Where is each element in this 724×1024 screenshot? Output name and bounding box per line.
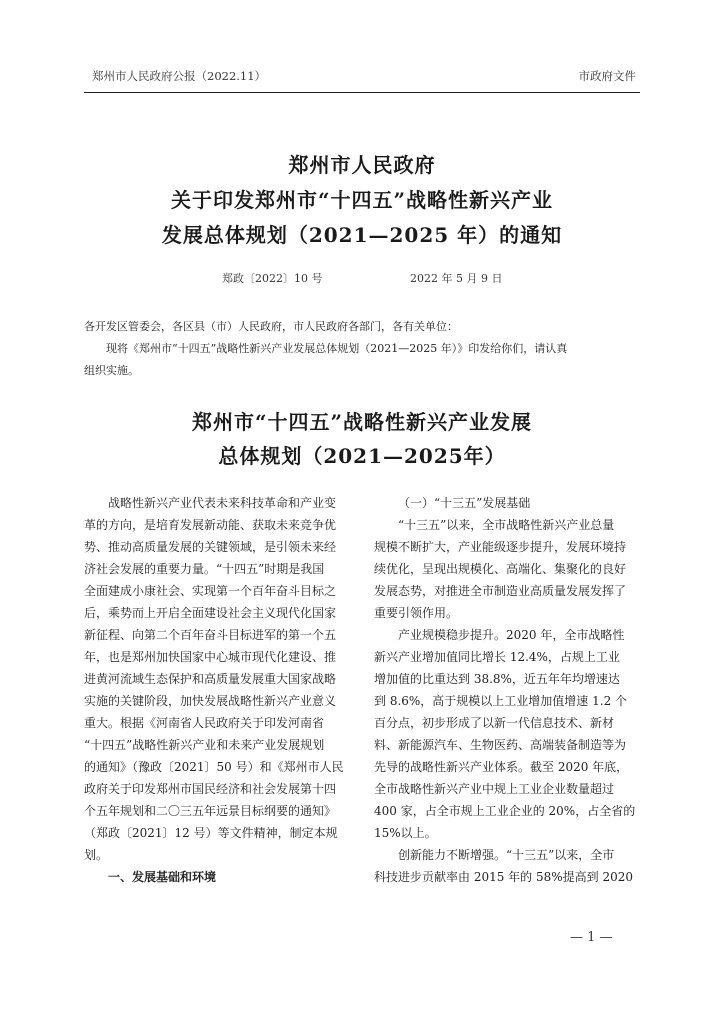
- subsection-heading: （一）“十三五”发展基础: [398, 496, 531, 510]
- notice-title: [0, 148, 724, 253]
- body-line: 发展态势，对推进全市制造业高质量发展发挥了: [374, 584, 627, 598]
- body-line: 续优化，呈现出规模化、高端化、集聚化的良好: [374, 562, 627, 576]
- notice-title-line-3: 发展总体规划（2021—2025 年）的通知: [161, 223, 563, 247]
- notice-title-line-2: 关于印发郑州市“十四五”战略性新兴产业: [170, 188, 553, 212]
- body-line: 15%以上。: [374, 826, 437, 840]
- document-date: 2022 年 5 月 9 日: [410, 272, 503, 285]
- header-divider: [84, 92, 640, 93]
- notice-body-line-1: 现将《郑州市“十四五”战略性新兴产业发展总体规划（2021—2025 年）》印发给你们，请认真: [106, 342, 568, 355]
- body-line: 全市战略性新兴产业中规上工业企业数量超过: [374, 782, 615, 796]
- body-line: 新征程、向第二个百年奋斗目标进军的第一个五: [84, 628, 337, 642]
- body-line: 规模不断扩大，产业能级逐步提升，发展环境持: [374, 540, 627, 554]
- body-line: 年，也是郑州加快国家中心城市现代化建设、推: [84, 650, 337, 664]
- notice-title-line-1: 郑州市人民政府: [288, 153, 436, 177]
- body-line: 重要引领作用。: [374, 606, 459, 620]
- body-line: 革的方向，是培育发展新动能、获取未来竞争优: [84, 518, 337, 532]
- body-line: 全面建成小康社会、实现第一个百年奋斗目标之: [84, 584, 337, 598]
- plan-title-line-1: 郑州市“十四五”战略性新兴产业发展: [191, 410, 532, 434]
- body-line: 的通知》（豫政〔2021〕50 号）和《郑州市人民: [84, 760, 344, 774]
- plan-title-line-2: 总体规划（2021—2025年）: [218, 444, 506, 468]
- header-publication: 郑州市人民政府公报（2022.11）: [92, 69, 267, 83]
- body-line: 划。: [84, 848, 109, 862]
- body-line: 济社会发展的重要力量。“十四五”时期是我国: [84, 562, 325, 576]
- body-line: （郑政〔2021〕12 号）等文件精神，制定本规: [84, 826, 338, 840]
- body-line: 科技进步贡献率由 2015 年的 58%提高到 2020: [374, 870, 634, 884]
- body-line: 势、推动高质量发展的关键领域，是引领未来经: [84, 540, 337, 554]
- body-line: 创新能力不断增强。“十三五”以来，全市: [398, 848, 615, 862]
- body-line: 料、新能源汽车、生物医药、高端装备制造等为: [374, 738, 627, 752]
- body-line: 后，乘势而上开启全面建设社会主义现代化国家: [84, 606, 337, 620]
- body-line: 实施的关键阶段，加快发展战略性新兴产业意义: [84, 694, 337, 708]
- body-column-right: [374, 492, 642, 888]
- body-line: 进黄河流域生态保护和高质量发展重大国家战略: [84, 672, 337, 686]
- body-line: 新兴产业增加值同比增长 12.4%，占规上工业: [374, 650, 620, 664]
- body-line: 400 家，占全市规上工业企业的 20%，占全省的: [374, 804, 636, 818]
- addressee-line: 各开发区管委会，各区县（市）人民政府，市人民政府各部门，各有关单位：: [84, 320, 458, 333]
- body-line: 产业规模稳步提升。2020 年，全市战略性: [398, 628, 625, 642]
- notice-body-line-2: 组织实施。: [84, 364, 139, 377]
- plan-title: [0, 405, 724, 473]
- body-line: 百分点，初步形成了以新一代信息技术、新材: [374, 716, 615, 730]
- body-line: 政府关于印发郑州市国民经济和社会发展第十四: [84, 782, 337, 796]
- body-line: 重大。根据《河南省人民政府关于印发河南省: [84, 716, 325, 730]
- header-section: 市政府文件: [578, 69, 636, 83]
- body-line: “十四五”战略性新兴产业和未来产业发展规划: [84, 738, 325, 752]
- page-number: — 1 —: [570, 930, 613, 945]
- page-header: [84, 68, 640, 90]
- body-line: 个五年规划和二〇三五年远景目标纲要的通知》: [84, 804, 337, 818]
- body-line: 战略性新兴产业代表未来科技革命和产业变: [108, 496, 337, 510]
- notice-body: [84, 338, 640, 382]
- section-heading: 一、发展基础和环境: [108, 870, 217, 884]
- body-line: 到 8.6%，高于规模以上工业增加值增速 1.2 个: [374, 694, 628, 708]
- body-line: 先导的战略性新兴产业体系。截至 2020 年底，: [374, 760, 629, 774]
- body-column-left: [84, 492, 356, 888]
- body-line: 增加值的比重达到 38.8%，近五年年均增速达: [374, 672, 620, 686]
- body-line: “十三五”以来，全市战略性新兴产业总量: [398, 518, 615, 532]
- document-number: 郑政〔2022〕10 号: [222, 272, 323, 285]
